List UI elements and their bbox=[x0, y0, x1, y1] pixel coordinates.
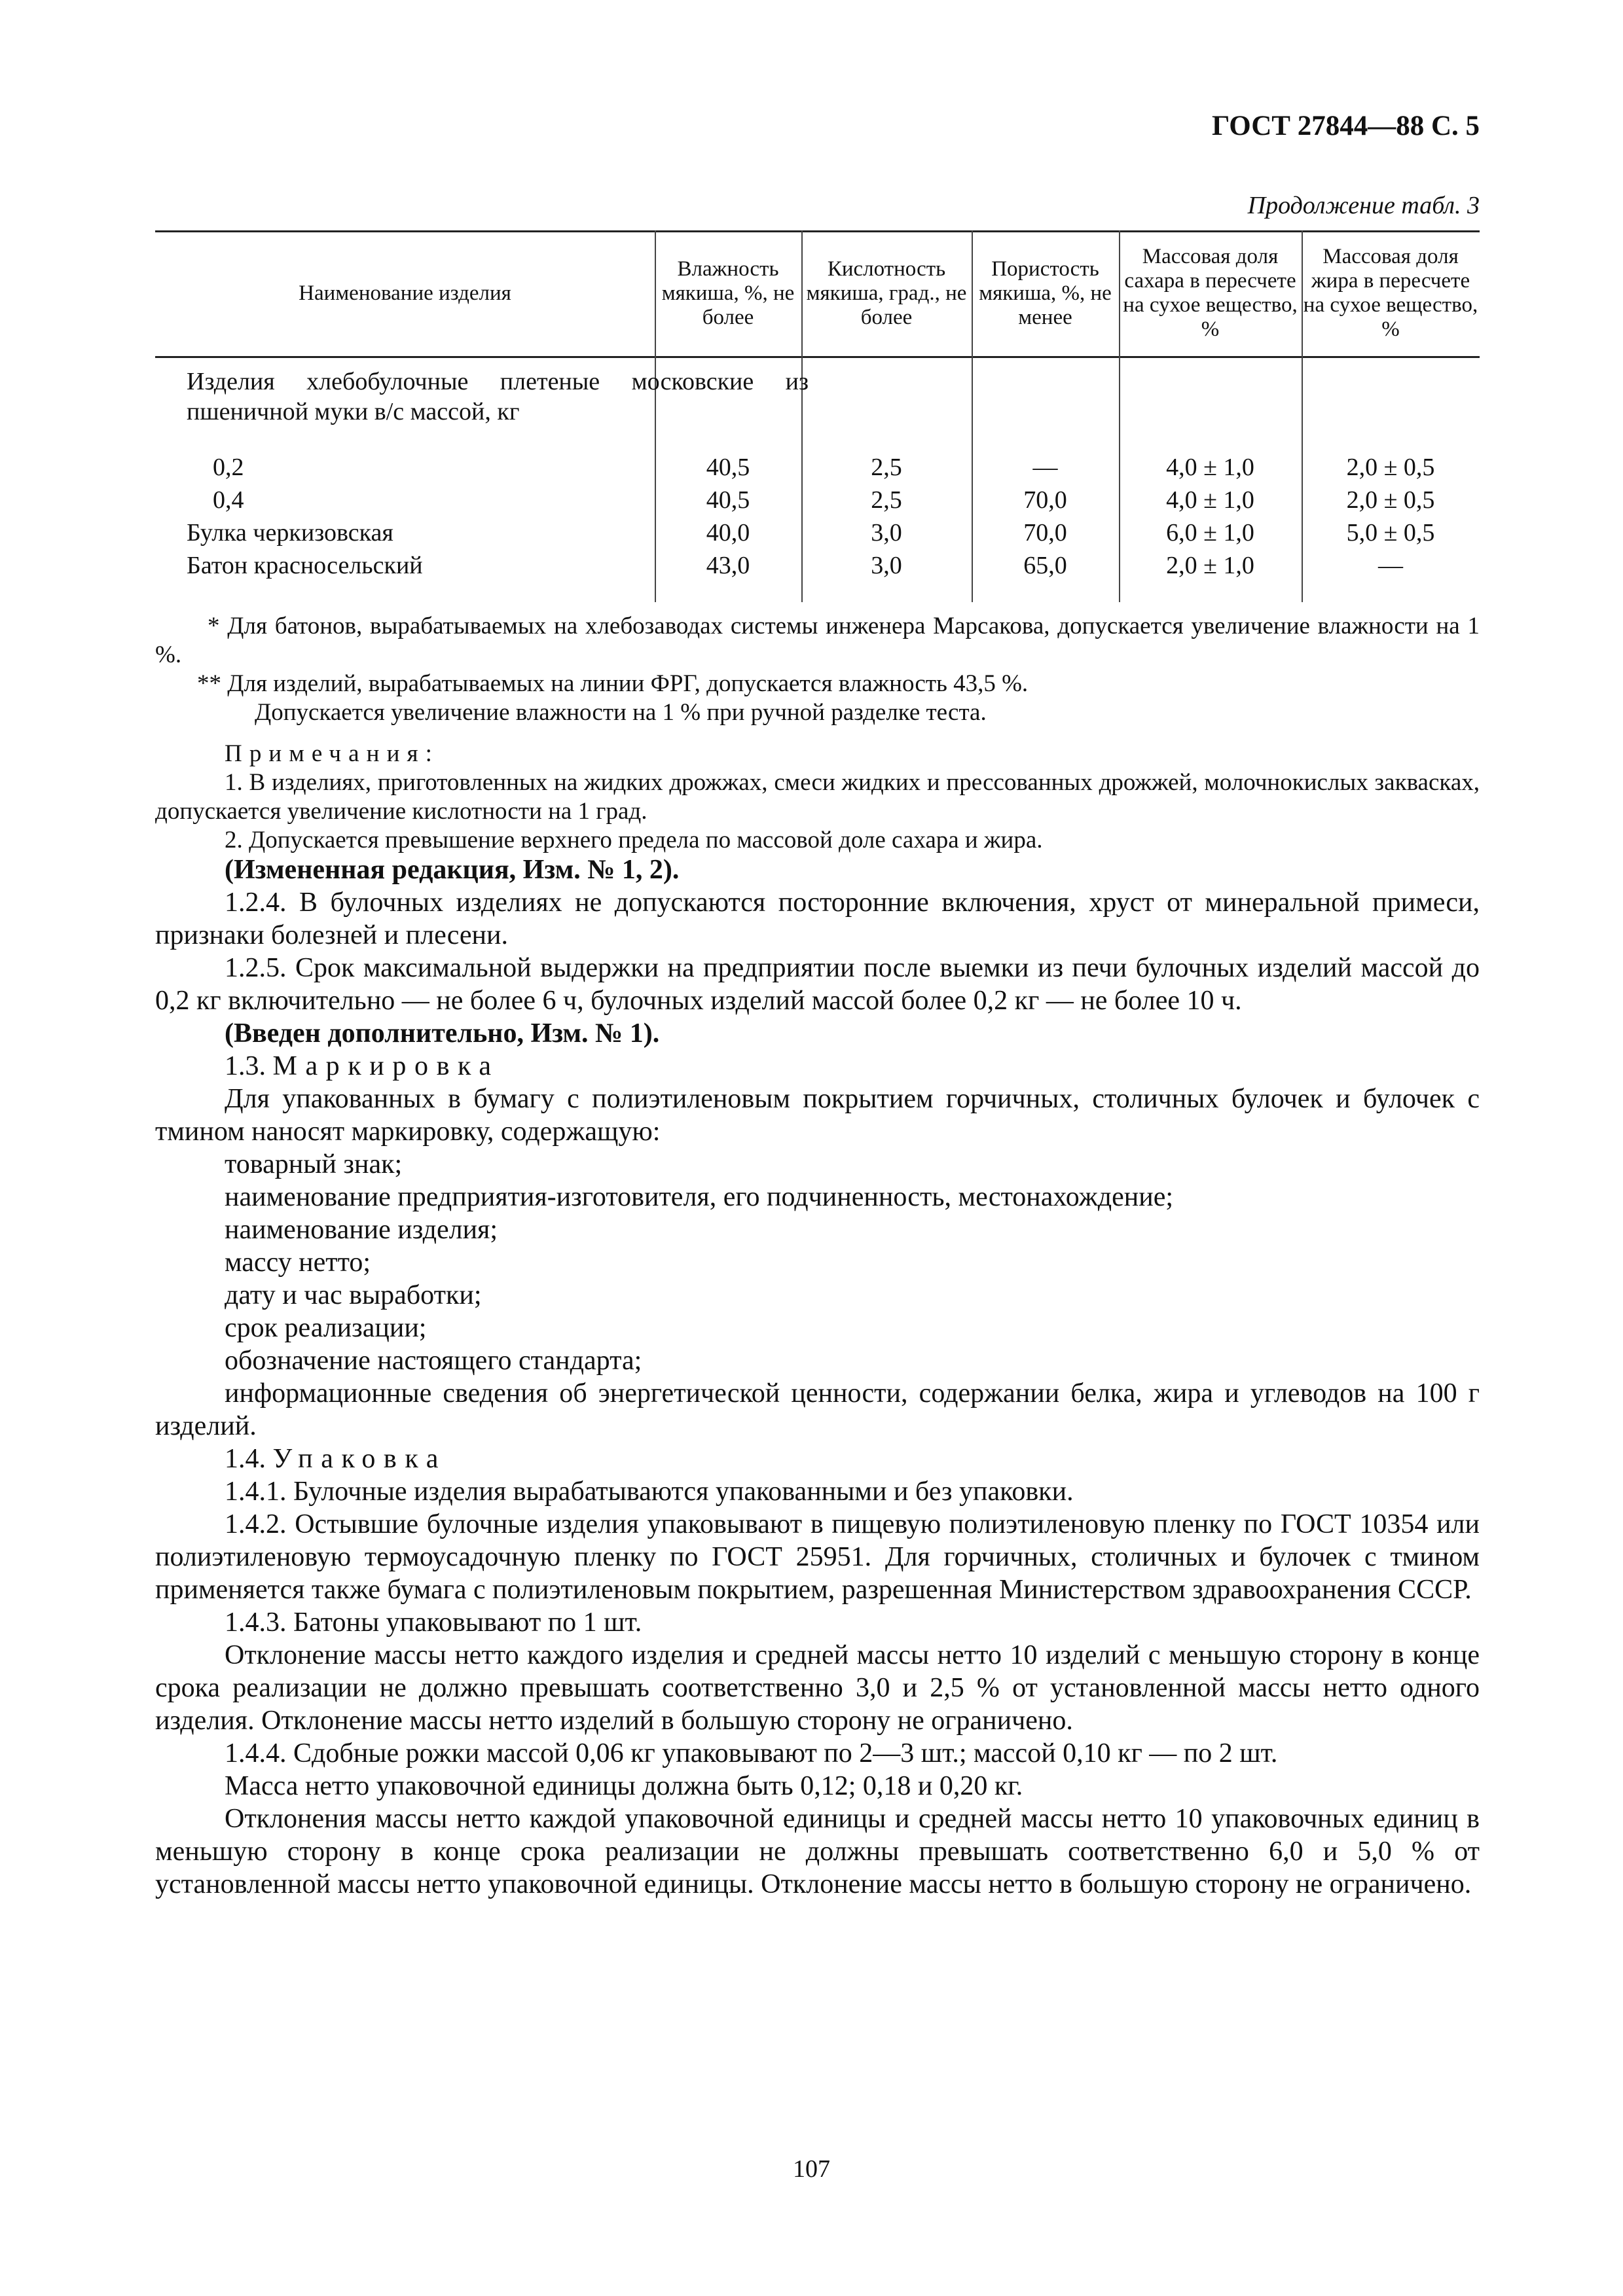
column-header-fat: Массовая доля жира в пересчете на сухое вещество, % bbox=[1303, 245, 1478, 341]
list-item: наименование предприятия-изготовителя, его подчиненность, местонахождение; bbox=[225, 1182, 1174, 1212]
clause-1-4-2: 1.4.2. Остывшие булочные изделия упаковывают в пищевую полиэтиленовую пленку по ГОСТ 10354 или полиэтиленовую термоусадочную пленку по ГОСТ 25951. Для горчичных, столичных и булочек с тмином применяется также бумага с полиэтиленовым покрытием, разрешенная Министерством здравоохранения СССР. bbox=[155, 1509, 1480, 1605]
cell-name: Батон красносельский bbox=[187, 552, 423, 579]
cell-sugar: 6,0 ± 1,0 bbox=[1166, 519, 1254, 547]
column-header-moisture: Влажность мякиша, %, не более bbox=[661, 257, 795, 329]
table-group-title: Изделия хлебобулочные плетеные московские из пшеничной муки в/с массой, кг bbox=[187, 368, 809, 425]
clause-1-4-4: 1.4.4. Сдобные рожки массой 0,06 кг упаковывают по 2—3 шт.; массой 0,10 кг — по 2 шт. bbox=[225, 1738, 1278, 1768]
list-item: срок реализации; bbox=[225, 1313, 427, 1343]
table-header-rule bbox=[155, 356, 1480, 358]
cell-sugar: 2,0 ± 1,0 bbox=[1166, 552, 1254, 579]
cell-sugar: 4,0 ± 1,0 bbox=[1166, 486, 1254, 514]
list-item: информационные сведения об энергетической ценности, содержании белка, жира и углеводов на 100 г изделий. bbox=[155, 1378, 1480, 1441]
cell-porosity: 70,0 bbox=[1023, 486, 1067, 514]
cell-acidity: 2,5 bbox=[871, 486, 902, 514]
cell-name: 0,2 bbox=[213, 454, 244, 481]
data-table bbox=[155, 230, 1480, 602]
list-item: товарный знак; bbox=[225, 1149, 403, 1179]
column-header-name: Наименование изделия bbox=[299, 281, 511, 305]
clause-1-2-4: 1.2.4. В булочных изделиях не допускаются посторонние включения, хруст от минеральной примеси, признаки болезней и плесени. bbox=[155, 888, 1480, 950]
list-item: обозначение настоящего стандарта; bbox=[225, 1346, 642, 1376]
cell-acidity: 2,5 bbox=[871, 454, 902, 481]
list-item: массу нетто; bbox=[225, 1247, 371, 1278]
clause-1-4-3: 1.4.3. Батоны упаковывают по 1 шт. bbox=[225, 1607, 642, 1638]
cell-fat: 2,0 ± 0,5 bbox=[1346, 486, 1435, 514]
cell-name: Булка черкизовская bbox=[187, 519, 393, 547]
section-title: Упаковка bbox=[272, 1444, 447, 1474]
amendment-note: (Измененная редакция, Изм. № 1, 2). bbox=[225, 855, 680, 885]
amendment-added: (Введен дополнительно, Изм. № 1). bbox=[225, 1018, 660, 1049]
notes bbox=[155, 740, 1480, 855]
table-row bbox=[155, 453, 1480, 486]
cell-porosity: — bbox=[1032, 454, 1058, 481]
table-caption: Продолжение табл. 3 bbox=[1247, 192, 1480, 219]
page-number: 107 bbox=[793, 2155, 830, 2183]
note-1: 1. В изделиях, приготовленных на жидких дрожжах, смеси жидких и прессованных дрожжей, молочнокислых заквасках, допускается увеличение кислотности на 1 град. bbox=[155, 769, 1480, 825]
section-title: Маркировка bbox=[272, 1051, 500, 1081]
notes-title: Примечания: bbox=[225, 740, 439, 767]
cell-moisture: 40,0 bbox=[706, 519, 750, 547]
cell-acidity: 3,0 bbox=[871, 552, 902, 579]
clause-1-4-3-detail: Отклонение массы нетто каждого изделия и средней массы нетто 10 изделий с меньшую сторону в конце срока реализации не должно превышать соответственно 3,0 и 2,5 % от установленной массы нетто одного изделия. Отклонение массы нетто изделий в большую сторону не ограничено. bbox=[155, 1640, 1480, 1736]
note-2: 2. Допускается превышение верхнего предела по массовой доле сахара и жира. bbox=[225, 827, 1043, 853]
cell-name: 0,4 bbox=[213, 486, 244, 514]
footnotes bbox=[155, 612, 1480, 727]
clause-1-2-5: 1.2.5. Срок максимальной выдержки на предприятии после выемки из печи булочных изделий массой до 0,2 кг включительно — не более 6 ч, булочных изделий массой более 0,2 кг — не более 10 ч. bbox=[155, 953, 1480, 1016]
cell-fat: 2,0 ± 0,5 bbox=[1346, 454, 1435, 481]
section-number: 1.3. bbox=[225, 1051, 266, 1081]
page-header: ГОСТ 27844—88 С. 5 bbox=[1211, 111, 1480, 141]
footnote-1: * Для батонов, вырабатываемых на хлебозаводах системы инженера Марсакова, допускается увеличение влажности на 1 %. bbox=[155, 613, 1480, 668]
cell-moisture: 43,0 bbox=[706, 552, 750, 579]
list-item: наименование изделия; bbox=[225, 1215, 498, 1245]
section-number: 1.4. bbox=[225, 1444, 266, 1474]
cell-sugar: 4,0 ± 1,0 bbox=[1166, 454, 1254, 481]
column-header-sugar: Массовая доля сахара в пересчете на сухое вещество, % bbox=[1123, 245, 1298, 341]
footnote-2: ** Для изделий, вырабатываемых на линии ФРГ, допускается влажность 43,5 %. bbox=[197, 670, 1029, 697]
cell-acidity: 3,0 bbox=[871, 519, 902, 547]
clause-1-4-4-deviation: Отклонения массы нетто каждой упаковочной единицы и средней массы нетто 10 упаковочных единиц в меньшую сторону в конце срока реализации не должны превышать соответственно 6,0 и 5,0 % от установленной массы нетто упаковочной единицы. Отклонение массы нетто в большую сторону не ограничено. bbox=[155, 1804, 1480, 1899]
cell-porosity: 65,0 bbox=[1023, 552, 1067, 579]
clause-1-4-1: 1.4.1. Булочные изделия вырабатываются упакованными и без упаковки. bbox=[225, 1477, 1074, 1507]
list-item: дату и час выработки; bbox=[225, 1280, 482, 1310]
cell-fat: — bbox=[1378, 552, 1403, 579]
marking-intro: Для упакованных в бумагу с полиэтиленовым покрытием горчичных, столичных булочек и булочек с тмином наносят маркировку, содержащую: bbox=[155, 1084, 1480, 1147]
clause-1-4-4-mass: Масса нетто упаковочной единицы должна быть 0,12; 0,18 и 0,20 кг. bbox=[225, 1771, 1023, 1801]
cell-fat: 5,0 ± 0,5 bbox=[1346, 519, 1435, 547]
table-row bbox=[155, 551, 1480, 584]
main-text bbox=[155, 853, 1480, 1901]
section-1-4-heading bbox=[155, 1443, 1480, 1475]
table-row bbox=[155, 486, 1480, 518]
cell-moisture: 40,5 bbox=[706, 486, 750, 514]
column-header-acidity: Кислотность мякиша, град., не более bbox=[806, 257, 967, 329]
cell-porosity: 70,0 bbox=[1023, 519, 1067, 547]
section-1-3-heading bbox=[155, 1050, 1480, 1083]
cell-moisture: 40,5 bbox=[706, 454, 750, 481]
column-header-porosity: Пористость мякиша, %, не менее bbox=[979, 257, 1112, 329]
table-row bbox=[155, 518, 1480, 551]
footnote-3: Допускается увеличение влажности на 1 % при ручной разделке теста. bbox=[255, 699, 987, 726]
